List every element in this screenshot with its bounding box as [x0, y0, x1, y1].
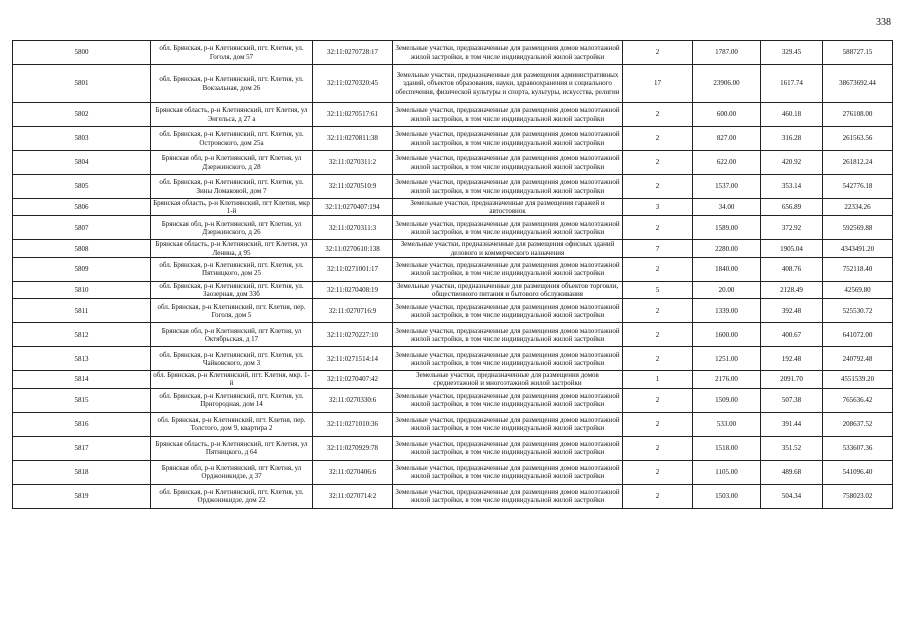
cell-area: 600.00 [693, 103, 761, 127]
table-row [13, 240, 893, 257]
cell-cadastral-number: 32:11:0270716:9 [313, 299, 393, 323]
cell-number: 5810 [13, 281, 151, 298]
cell-use-code: 7 [623, 240, 693, 257]
cell-cadastral-value: 208637.52 [823, 412, 893, 436]
cell-number: 5808 [13, 240, 151, 257]
cell-specific-value: 504.34 [761, 484, 823, 508]
cell-area: 1537.00 [693, 175, 761, 199]
cell-specific-value: 392.48 [761, 299, 823, 323]
cell-cadastral-value: 276108.00 [823, 103, 893, 127]
cell-land-use: Земельные участки, предназначенные для размещения домов малоэтажной жилой застройки, в том числе индивидуальной жилой застройки [393, 460, 623, 484]
cell-land-use: Земельные участки, предназначенные для размещения гаражей и автостоянок [393, 199, 623, 216]
cell-use-code: 2 [623, 41, 693, 65]
cell-cadastral-number: 32:11:0270407:194 [313, 199, 393, 216]
cell-specific-value: 329.45 [761, 41, 823, 65]
table-row [13, 199, 893, 216]
cell-land-use: Земельные участки, предназначенные для размещения домов малоэтажной жилой застройки, в том числе индивидуальной жилой застройки [393, 436, 623, 460]
table-row [13, 175, 893, 199]
cell-area: 1251.00 [693, 347, 761, 371]
cell-use-code: 2 [623, 412, 693, 436]
cell-area: 1600.00 [693, 323, 761, 347]
cell-land-use: Земельные участки, предназначенные для размещения административных зданий, объектов образования, науки, здравоохранения и социального обеспечения, физической культуры и спорта, культуры, искусства, религии [393, 65, 623, 103]
cell-number: 5806 [13, 199, 151, 216]
cell-area: 1509.00 [693, 388, 761, 412]
cell-use-code: 2 [623, 484, 693, 508]
cell-land-use: Земельные участки, предназначенные для размещения домов малоэтажной жилой застройки, в том числе индивидуальной жилой застройки [393, 347, 623, 371]
cell-number: 5813 [13, 347, 151, 371]
cell-cadastral-number: 32:11:0270610:138 [313, 240, 393, 257]
cell-cadastral-number: 32:11:0271001:17 [313, 257, 393, 281]
cell-land-use: Земельные участки, предназначенные для размещения домов малоэтажной жилой застройки, в том числе индивидуальной жилой застройки [393, 388, 623, 412]
table-body [13, 41, 893, 509]
cell-specific-value: 400.67 [761, 323, 823, 347]
cell-specific-value: 489.68 [761, 460, 823, 484]
cell-cadastral-number: 32:11:0270929:78 [313, 436, 393, 460]
cell-specific-value: 372.92 [761, 216, 823, 240]
cell-specific-value: 420.92 [761, 151, 823, 175]
table-row [13, 281, 893, 298]
land-registry-table [12, 40, 893, 509]
cell-specific-value: 2128.49 [761, 281, 823, 298]
cell-area: 827.00 [693, 127, 761, 151]
cell-cadastral-value: 261812.24 [823, 151, 893, 175]
cell-area: 533.00 [693, 412, 761, 436]
cell-land-use: Земельные участки, предназначенные для размещения домов малоэтажной жилой застройки, в том числе индивидуальной жилой застройки [393, 323, 623, 347]
cell-cadastral-value: 42569.80 [823, 281, 893, 298]
cell-use-code: 2 [623, 347, 693, 371]
cell-land-use: Земельные участки, предназначенные для размещения домов малоэтажной жилой застройки, в том числе индивидуальной жилой застройки [393, 151, 623, 175]
cell-use-code: 2 [623, 151, 693, 175]
cell-area: 622.00 [693, 151, 761, 175]
cell-area: 2280.00 [693, 240, 761, 257]
cell-land-use: Земельные участки, предназначенные для размещения домов малоэтажной жилой застройки, в том числе индивидуальной жилой застройки [393, 216, 623, 240]
cell-land-use: Земельные участки, предназначенные для размещения домов малоэтажной жилой застройки, в том числе индивидуальной жилой застройки [393, 103, 623, 127]
cell-specific-value: 507.38 [761, 388, 823, 412]
cell-land-use: Земельные участки, предназначенные для размещения домов малоэтажной жилой застройки, в том числе индивидуальной жилой застройки [393, 484, 623, 508]
cell-specific-value: 1905.04 [761, 240, 823, 257]
cell-number: 5801 [13, 65, 151, 103]
cell-land-use: Земельные участки, предназначенные для размещения домов среднеэтажной и многоэтажной жилой застройки [393, 371, 623, 388]
cell-use-code: 2 [623, 388, 693, 412]
table-row [13, 299, 893, 323]
cell-cadastral-value: 240792.48 [823, 347, 893, 371]
cell-address: Брянская область, р-н Клетнянский, пгт Клетня, ул Ленина, д 95 [151, 240, 313, 257]
cell-use-code: 2 [623, 323, 693, 347]
cell-land-use: Земельные участки, предназначенные для размещения офисных зданий делового и коммерческого назначения [393, 240, 623, 257]
cell-number: 5816 [13, 412, 151, 436]
cell-address: обл. Брянская, р-н Клетнянский, пгт. Клетня, ул. Вокзальная, дом 26 [151, 65, 313, 103]
cell-cadastral-value: 22334.26 [823, 199, 893, 216]
cell-address: обл. Брянская, р-н Клетнянский, пгт. Клетня, мкр. 1-й [151, 371, 313, 388]
cell-cadastral-value: 38673692.44 [823, 65, 893, 103]
cell-cadastral-value: 752118.40 [823, 257, 893, 281]
cell-address: Брянская обл, р-н Клетнянский, пгт Клетня, ул Дзержинского, д 26 [151, 216, 313, 240]
cell-land-use: Земельные участки, предназначенные для размещения домов малоэтажной жилой застройки, в том числе индивидуальной жилой застройки [393, 257, 623, 281]
cell-number: 5819 [13, 484, 151, 508]
table-row [13, 323, 893, 347]
cell-address: обл. Брянская, р-н Клетнянский, пгт. Клетня, ул. Заозерная, дом 33б [151, 281, 313, 298]
cell-cadastral-value: 4343491.20 [823, 240, 893, 257]
cell-address: Брянская область, р-н Клетнянский, пгт Клетня, ул Пятницкого, д 64 [151, 436, 313, 460]
table-row [13, 460, 893, 484]
cell-cadastral-number: 32:11:0270407:42 [313, 371, 393, 388]
cell-area: 2176.00 [693, 371, 761, 388]
cell-number: 5802 [13, 103, 151, 127]
cell-specific-value: 408.76 [761, 257, 823, 281]
cell-cadastral-value: 541096.40 [823, 460, 893, 484]
cell-address: Брянская область, р-н Клетнянский, пгт Клетня, мкр 1-й [151, 199, 313, 216]
cell-use-code: 2 [623, 257, 693, 281]
cell-specific-value: 1617.74 [761, 65, 823, 103]
cell-cadastral-number: 32:11:0270311:3 [313, 216, 393, 240]
cell-use-code: 2 [623, 175, 693, 199]
cell-specific-value: 351.52 [761, 436, 823, 460]
cell-number: 5805 [13, 175, 151, 199]
cell-number: 5812 [13, 323, 151, 347]
table-row [13, 412, 893, 436]
table-row [13, 371, 893, 388]
cell-address: обл. Брянская, р-н Клетнянский, пгт. Клетня, пер. Толстого, дом 9, квартира 2 [151, 412, 313, 436]
cell-use-code: 2 [623, 127, 693, 151]
cell-cadastral-value: 261563.56 [823, 127, 893, 151]
cell-cadastral-number: 32:11:0270510:9 [313, 175, 393, 199]
cell-area: 1840.00 [693, 257, 761, 281]
cell-cadastral-value: 542776.18 [823, 175, 893, 199]
cell-area: 1589.00 [693, 216, 761, 240]
cell-use-code: 2 [623, 299, 693, 323]
cell-land-use: Земельные участки, предназначенные для размещения домов малоэтажной жилой застройки, в том числе индивидуальной жилой застройки [393, 299, 623, 323]
table-row [13, 388, 893, 412]
cell-address: обл. Брянская, р-н Клетнянский, пгт. Клетня, ул. Орджоникидзе, дом 22 [151, 484, 313, 508]
table-row [13, 103, 893, 127]
cell-address: обл. Брянская, р-н Клетнянский, пгт. Клетня, ул. Пригородная, дом 14 [151, 388, 313, 412]
cell-cadastral-number: 32:11:0270714:2 [313, 484, 393, 508]
cell-area: 1518.00 [693, 436, 761, 460]
cell-cadastral-value: 765636.42 [823, 388, 893, 412]
cell-number: 5803 [13, 127, 151, 151]
table-row [13, 436, 893, 460]
page-number: 338 [876, 17, 891, 28]
cell-use-code: 3 [623, 199, 693, 216]
cell-address: Брянская обл, р-н Клетнянский, пгт Клетня, ул Октябрьская, д 17 [151, 323, 313, 347]
cell-specific-value: 656.89 [761, 199, 823, 216]
cell-specific-value: 460.18 [761, 103, 823, 127]
cell-number: 5807 [13, 216, 151, 240]
cell-area: 20.00 [693, 281, 761, 298]
table-row [13, 41, 893, 65]
cell-number: 5818 [13, 460, 151, 484]
table-row [13, 65, 893, 103]
cell-land-use: Земельные участки, предназначенные для размещения домов малоэтажной жилой застройки, в том числе индивидуальной жилой застройки [393, 127, 623, 151]
cell-cadastral-number: 32:11:0271010:36 [313, 412, 393, 436]
cell-use-code: 17 [623, 65, 693, 103]
cell-address: обл. Брянская, р-н Клетнянский, пгт. Клетня, ул. Островского, дом 25а [151, 127, 313, 151]
cell-cadastral-number: 32:11:0271514:14 [313, 347, 393, 371]
cell-area: 23906.00 [693, 65, 761, 103]
cell-number: 5804 [13, 151, 151, 175]
cell-address: обл. Брянская, р-н Клетнянский, пгт. Клетня, ул. Зины Ломаковой, дом 7 [151, 175, 313, 199]
cell-land-use: Земельные участки, предназначенные для размещения объектов торговли, общественного питания и бытового обслуживания [393, 281, 623, 298]
table-row [13, 257, 893, 281]
cell-area: 1503.00 [693, 484, 761, 508]
cell-address: обл. Брянская, р-н Клетнянский, пгт. Клетня, ул. Чайковского, дом 3 [151, 347, 313, 371]
cell-address: обл. Брянская, р-н Клетнянский, пгт. Клетня, пер. Гоголя, дом 5 [151, 299, 313, 323]
cell-use-code: 2 [623, 216, 693, 240]
cell-use-code: 2 [623, 436, 693, 460]
cell-area: 1105.00 [693, 460, 761, 484]
cell-use-code: 5 [623, 281, 693, 298]
cell-cadastral-value: 4551539.20 [823, 371, 893, 388]
cell-area: 1787.00 [693, 41, 761, 65]
cell-specific-value: 391.44 [761, 412, 823, 436]
cell-use-code: 1 [623, 371, 693, 388]
cell-specific-value: 2091.70 [761, 371, 823, 388]
cell-cadastral-number: 32:11:0270320:45 [313, 65, 393, 103]
cell-area: 34.00 [693, 199, 761, 216]
cell-number: 5811 [13, 299, 151, 323]
cell-address: обл. Брянская, р-н Клетнянский, пгт. Клетня, ул. Пятницкого, дом 25 [151, 257, 313, 281]
cell-land-use: Земельные участки, предназначенные для размещения домов малоэтажной жилой застройки, в том числе индивидуальной жилой застройки [393, 175, 623, 199]
cell-specific-value: 192.48 [761, 347, 823, 371]
cell-cadastral-value: 588727.15 [823, 41, 893, 65]
cell-cadastral-number: 32:11:0270811:38 [313, 127, 393, 151]
cell-cadastral-number: 32:11:0270728:17 [313, 41, 393, 65]
cell-area: 1339.00 [693, 299, 761, 323]
cell-cadastral-number: 32:11:0270408:19 [313, 281, 393, 298]
cell-specific-value: 316.28 [761, 127, 823, 151]
cell-address: Брянская обл, р-н Клетнянский, пгт Клетня, ул Орджоникидзе, д 37 [151, 460, 313, 484]
cell-cadastral-number: 32:11:0270517:61 [313, 103, 393, 127]
table-row [13, 216, 893, 240]
cell-use-code: 2 [623, 103, 693, 127]
table-row [13, 484, 893, 508]
cell-cadastral-number: 32:11:0270311:2 [313, 151, 393, 175]
table-row [13, 347, 893, 371]
cell-address: Брянская область, р-н Клетнянский, пгт Клетня, ул Энгельса, д 27 а [151, 103, 313, 127]
cell-number: 5815 [13, 388, 151, 412]
cell-use-code: 2 [623, 460, 693, 484]
cell-specific-value: 353.14 [761, 175, 823, 199]
cell-land-use: Земельные участки, предназначенные для размещения домов малоэтажной жилой застройки, в том числе индивидуальной жилой застройки [393, 412, 623, 436]
cell-cadastral-value: 533607.36 [823, 436, 893, 460]
cell-land-use: Земельные участки, предназначенные для размещения домов малоэтажной жилой застройки, в том числе индивидуальной жилой застройки [393, 41, 623, 65]
cell-cadastral-number: 32:11:0270227:10 [313, 323, 393, 347]
cell-number: 5800 [13, 41, 151, 65]
cell-cadastral-number: 32:11:0270330:6 [313, 388, 393, 412]
cell-number: 5814 [13, 371, 151, 388]
cell-cadastral-value: 525530.72 [823, 299, 893, 323]
cell-cadastral-value: 592569.88 [823, 216, 893, 240]
cell-cadastral-number: 32:11:0270406:6 [313, 460, 393, 484]
cell-number: 5817 [13, 436, 151, 460]
cell-cadastral-value: 758023.02 [823, 484, 893, 508]
table-row [13, 127, 893, 151]
cell-cadastral-value: 641072.00 [823, 323, 893, 347]
table-row [13, 151, 893, 175]
cell-address: Брянская обл, р-н Клетнянский, пгт Клетня, ул Дзержинского, д 28 [151, 151, 313, 175]
cell-number: 5809 [13, 257, 151, 281]
cell-address: обл. Брянская, р-н Клетнянский, пгт. Клетня, ул. Гоголя, дом 57 [151, 41, 313, 65]
